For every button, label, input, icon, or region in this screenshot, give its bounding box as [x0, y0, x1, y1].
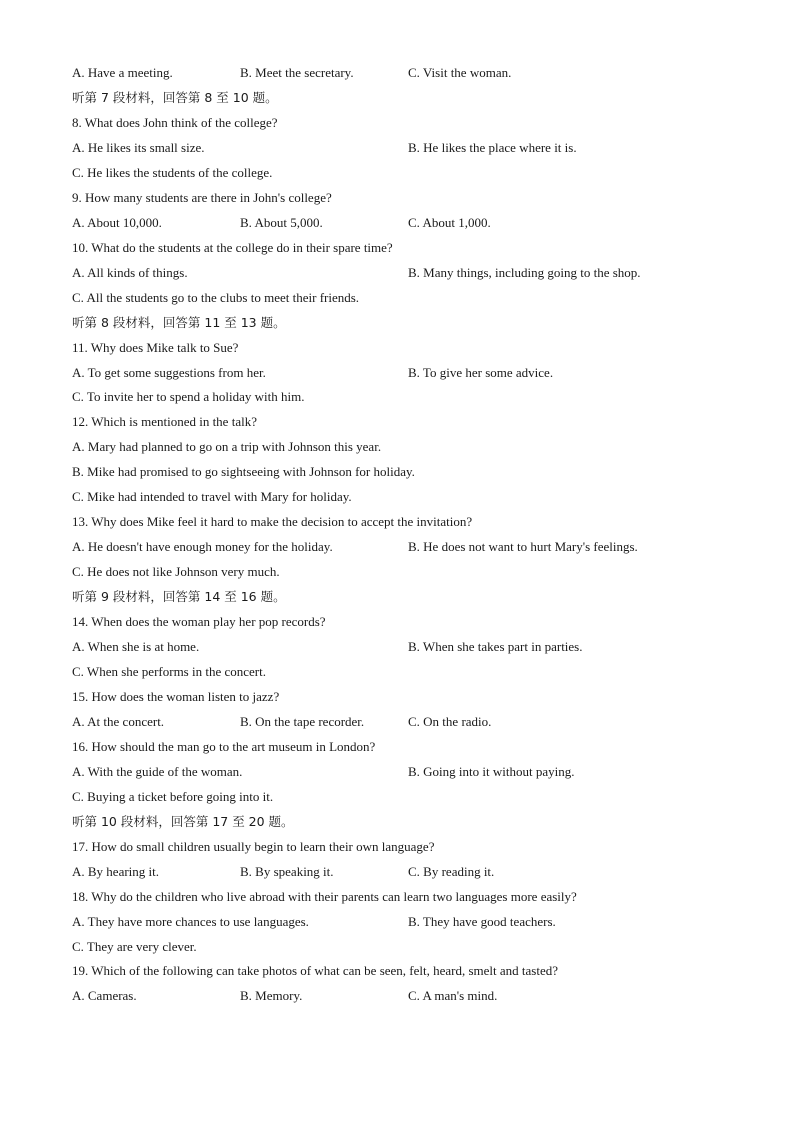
q9-option-c: C. About 1,000. [408, 215, 491, 230]
q8-option-b: B. He likes the place where it is. [408, 140, 577, 155]
q19-option-b: B. Memory. [240, 988, 303, 1003]
q8-option-c: C. He likes the students of the college. [72, 165, 273, 180]
q7-option-b: B. Meet the secretary. [240, 65, 354, 80]
q13-option-a: A. He doesn't have enough money for the holiday. [72, 539, 333, 554]
q7-option-a: A. Have a meeting. [72, 65, 173, 80]
q8-question: 8. What does John think of the college? [72, 115, 278, 130]
q12-option-a: A. Mary had planned to go on a trip with Johnson this year. [72, 439, 382, 454]
section-8-heading: 听第 8 段材料，回答第 11 至 13 题。 [72, 315, 286, 330]
q18-question: 18. Why do the children who live abroad with their parents can learn two languages more easily? [72, 889, 577, 904]
q13-option-b: B. He does not want to hurt Mary's feelings. [408, 539, 638, 554]
section-9-heading: 听第 9 段材料，回答第 14 至 16 题。 [72, 589, 286, 604]
q10-option-c: C. All the students go to the clubs to meet their friends. [72, 290, 360, 305]
q16-option-c: C. Buying a ticket before going into it. [72, 789, 274, 804]
q9-option-b: B. About 5,000. [240, 215, 323, 230]
q18-option-c: C. They are very clever. [72, 939, 197, 954]
q15-option-b: B. On the tape recorder. [240, 714, 365, 729]
section-10-heading: 听第 10 段材料，回答第 17 至 20 题。 [72, 814, 294, 829]
q15-question: 15. How does the woman listen to jazz? [72, 689, 280, 704]
q15-option-c: C. On the radio. [408, 714, 492, 729]
q17-option-b: B. By speaking it. [240, 864, 334, 879]
q10-option-b: B. Many things, including going to the shop. [408, 265, 641, 280]
q16-option-b: B. Going into it without paying. [408, 764, 575, 779]
q18-option-a: A. They have more chances to use languages. [72, 914, 309, 929]
q12-question: 12. Which is mentioned in the talk? [72, 414, 257, 429]
q19-question: 19. Which of the following can take photos of what can be seen, felt, heard, smelt and tasted? [72, 963, 559, 978]
q19-option-c: C. A man's mind. [408, 988, 498, 1003]
q8-option-a: A. He likes its small size. [72, 140, 205, 155]
q18-option-b: B. They have good teachers. [408, 914, 556, 929]
q17-question: 17. How do small children usually begin to learn their own language? [72, 839, 435, 854]
q13-option-c: C. He does not like Johnson very much. [72, 564, 280, 579]
q11-question: 11. Why does Mike talk to Sue? [72, 340, 239, 355]
q11-option-a: A. To get some suggestions from her. [72, 365, 266, 380]
q11-option-c: C. To invite her to spend a holiday with him. [72, 389, 305, 404]
q12-option-b: B. Mike had promised to go sightseeing with Johnson for holiday. [72, 464, 415, 479]
q16-question: 16. How should the man go to the art museum in London? [72, 739, 376, 754]
q7-option-c: C. Visit the woman. [408, 65, 512, 80]
q14-option-b: B. When she takes part in parties. [408, 639, 583, 654]
q17-option-c: C. By reading it. [408, 864, 495, 879]
q14-question: 14. When does the woman play her pop records? [72, 614, 326, 629]
q14-option-a: A. When she is at home. [72, 639, 200, 654]
q10-question: 10. What do the students at the college do in their spare time? [72, 240, 393, 255]
section-7-heading: 听第 7 段材料，回答第 8 至 10 题。 [72, 90, 278, 105]
q12-option-c: C. Mike had intended to travel with Mary for holiday. [72, 489, 352, 504]
q19-option-a: A. Cameras. [72, 988, 137, 1003]
q10-option-a: A. All kinds of things. [72, 265, 188, 280]
q16-option-a: A. With the guide of the woman. [72, 764, 243, 779]
q9-option-a: A. About 10,000. [72, 215, 162, 230]
q13-question: 13. Why does Mike feel it hard to make the decision to accept the invitation? [72, 514, 473, 529]
q15-option-a: A. At the concert. [72, 714, 165, 729]
q9-question: 9. How many students are there in John's college? [72, 190, 332, 205]
q14-option-c: C. When she performs in the concert. [72, 664, 266, 679]
q11-option-b: B. To give her some advice. [408, 365, 554, 380]
q17-option-a: A. By hearing it. [72, 864, 160, 879]
